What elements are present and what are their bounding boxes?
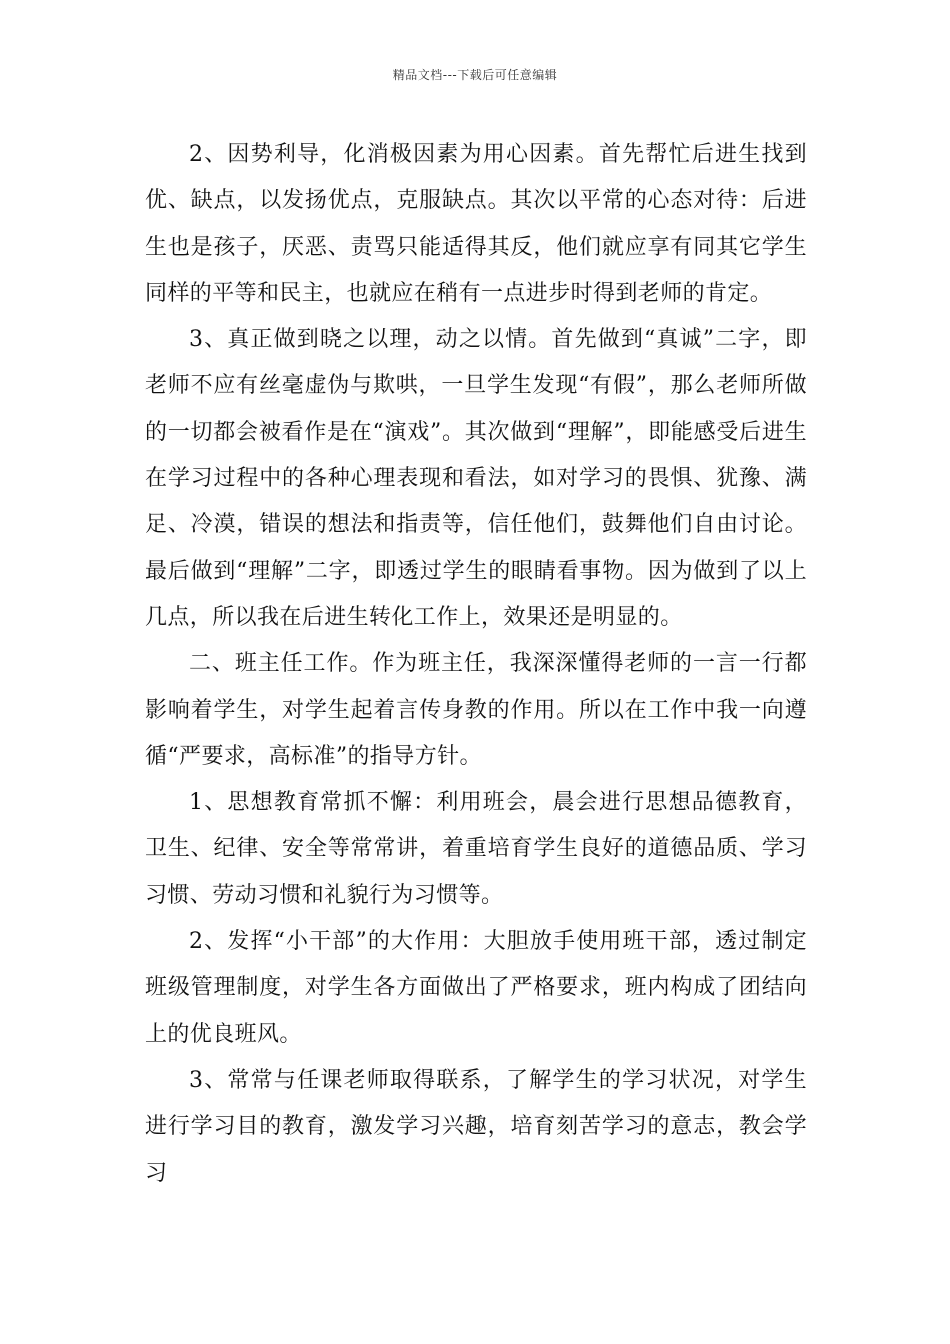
- paragraph-teacher-contact: 3、常常与任课老师取得联系，了解学生的学习状况，对学生进行学习目的教育，激发学习兴趣，培育刻苦学习的意志，教会学习: [145, 1067, 807, 1186]
- paragraph-moral-education: 1、思想教育常抓不懈：利用班会，晨会进行思想品德教育，卫生、纪律、安全等常常讲，着重培育学生良好的道德品质、学习习惯、劳动习惯和礼貌行为习惯等。: [145, 790, 807, 908]
- paragraph-reason-and-emotion: 3、真正做到晓之以理，动之以情。首先做到“真诚”二字，即老师不应有丝毫虚伪与欺哄，一旦学生发现“有假”，那么老师所做的一切都会被看作是在“演戏”。其次做到“理解”，即能感受后进生在学习过程中的各种心理表现和看法，如对学习的畏惧、犹豫、满足、冷漠，错误的想法和指责等，信任他们，鼓舞他们自由讨论。最后做到“理解”二字，即透过学生的眼睛看事物。因为做到了以上几点，所以我在后进生转化工作上，效果还是明显的。: [145, 327, 807, 630]
- paragraph-class-teacher-work: 二、班主任工作。作为班主任，我深深懂得老师的一言一行都影响着学生，对学生起着言传身教的作用。所以在工作中我一向遵循“严要求，高标准”的指导方针。: [145, 651, 807, 769]
- paragraph-transform-negative-factors: 2、因势利导，化消极因素为用心因素。首先帮忙后进生找到优、缺点，以发扬优点，克服缺点。其次以平常的心态对待：后进生也是孩子，厌恶、责骂只能适得其反，他们就应享有同其它学生同样的平等和民主，也就应在稍有一点进步时得到老师的肯定。: [145, 142, 807, 306]
- paragraph-student-cadres: 2、发挥“小干部”的大作用：大胆放手使用班干部，透过制定班级管理制度，对学生各方面做出了严格要求，班内构成了团结向上的优良班风。: [145, 929, 807, 1047]
- document-body: [145, 132, 807, 1197]
- page-header: 精品文档---下载后可任意编辑: [392, 68, 558, 82]
